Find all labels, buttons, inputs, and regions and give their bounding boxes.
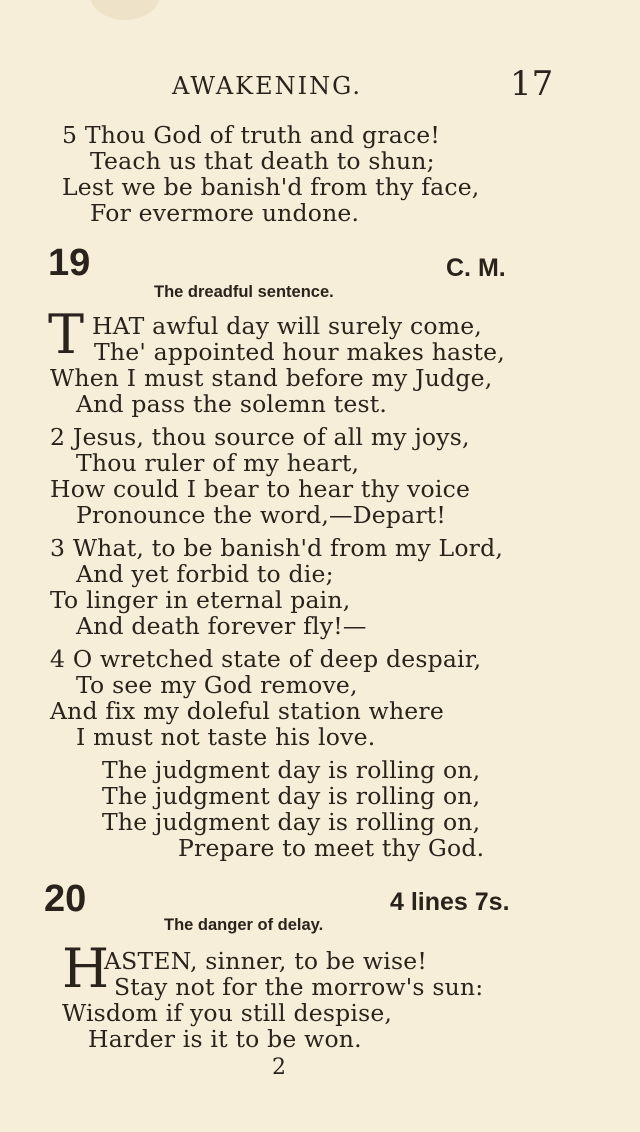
chorus-line: The judgment day is rolling on, [102, 782, 481, 810]
verse-line: To linger in eternal pain, [50, 586, 351, 614]
signature-mark: 2 [272, 1055, 286, 1080]
verse-line: Thou ruler of my heart, [76, 449, 360, 477]
verse-line: And yet forbid to die; [76, 560, 334, 588]
verse-line: 4 O wretched state of deep despair, [50, 645, 482, 673]
verse-line: Stay not for the morrow's sun: [114, 973, 484, 1001]
verse-line: To see my God remove, [76, 671, 358, 699]
verse-line: How could I bear to hear thy voice [50, 475, 471, 503]
verse-line: And death forever fly!— [76, 612, 367, 640]
hymn-meter: 4 lines 7s. [390, 888, 510, 916]
verse-line: Teach us that death to shun; [90, 147, 435, 175]
verse-line: The' appointed hour makes haste, [94, 338, 505, 366]
verse-line: For evermore undone. [90, 199, 360, 227]
drop-cap: H [62, 937, 110, 1000]
verse-line: HAT awful day will surely come, [92, 312, 482, 340]
page-number: 17 [510, 64, 554, 104]
chorus-line: The judgment day is rolling on, [102, 808, 481, 836]
verse-line: Lest we be banish'd from thy face, [62, 173, 480, 201]
verse-line: 5 Thou God of truth and grace! [62, 121, 441, 149]
hymn-meter: C. M. [446, 254, 506, 282]
drop-cap: T [48, 303, 85, 366]
verse-line: And fix my doleful station where [50, 697, 444, 725]
verse-line: 3 What, to be banish'd from my Lord, [50, 534, 504, 562]
verse-line: And pass the solemn test. [76, 390, 388, 418]
hymn-number: 19 [48, 242, 91, 284]
paper-stain [90, 0, 160, 20]
running-head-title: AWAKENING. [172, 72, 363, 100]
verse-line: When I must stand before my Judge, [50, 364, 493, 392]
verse-line: Pronounce the word,—Depart! [76, 501, 447, 529]
verse-line: Wisdom if you still despise, [62, 999, 393, 1027]
hymn-number: 20 [44, 878, 87, 920]
chorus-line: The judgment day is rolling on, [102, 756, 481, 784]
hymn-subtitle: The danger of delay. [164, 916, 324, 934]
verse-line: ASTEN, sinner, to be wise! [104, 947, 427, 975]
chorus-line: Prepare to meet thy God. [178, 834, 485, 862]
verse-line: I must not taste his love. [76, 723, 376, 751]
hymn-subtitle: The dreadful sentence. [154, 283, 334, 301]
verse-line: 2 Jesus, thou source of all my joys, [50, 423, 470, 451]
verse-line: Harder is it to be won. [88, 1025, 362, 1053]
